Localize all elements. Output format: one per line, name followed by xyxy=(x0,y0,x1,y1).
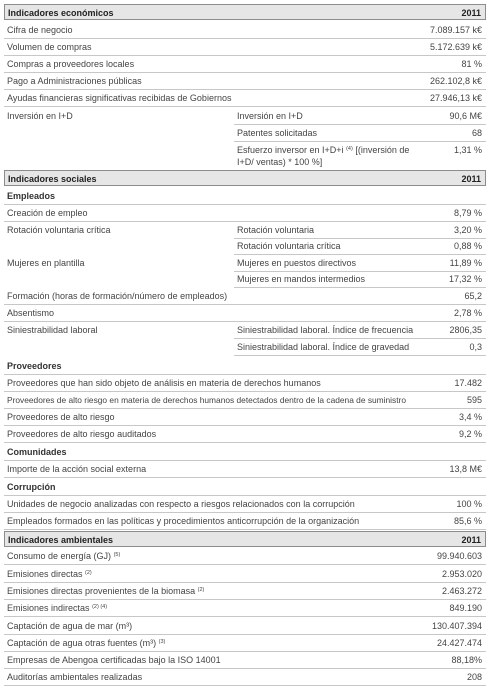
table-row: Proveedores de alto riesgo auditados 9,2 % xyxy=(4,426,486,443)
row-label: Inversión en I+D xyxy=(7,111,73,121)
table-row: Empleados formados en las políticas y procedimientos anticorrupción de la organización 85,6 % xyxy=(4,513,486,530)
table-row xyxy=(4,39,486,56)
table-row: Mujeres en plantilla xyxy=(7,258,85,268)
table-row: Proveedores que han sido objeto de análisis en materia de derechos humanos 17.482 xyxy=(4,375,486,392)
social-header xyxy=(4,170,486,186)
table-row: Rotación voluntaria crítica xyxy=(7,225,111,235)
table-row: Emisiones indirectas $^{(2) (4)}$ 849.190 xyxy=(4,600,486,617)
row-value: 262.102,8 k€ xyxy=(429,76,482,86)
table-row: Captación de agua otras fuentes (m³) $^{(3)}$ 24.427.474 xyxy=(4,635,486,652)
sub-row: Mujeres en puestos directivos 11,89 % xyxy=(234,255,486,272)
section-heading: Corrupción xyxy=(4,479,486,496)
table-row: Emisiones directas $^{(2)}$ 2.953.020 xyxy=(4,566,486,583)
table-row: Siniestrabilidad laboral xyxy=(7,325,98,335)
social-title: Indicadores sociales xyxy=(8,174,97,184)
row-value: 81 % xyxy=(461,59,482,69)
section-heading: Comunidades xyxy=(4,444,486,461)
sub-row xyxy=(234,125,486,142)
table-row: Proveedores de alto riesgo en materia de derechos humanos detectados dentro de la cadena de suministro 595 xyxy=(4,392,486,409)
table-row: Formación (horas de formación/número de empleados) 65,2 xyxy=(4,288,486,305)
row-label: Volumen de compras xyxy=(7,42,92,52)
sub-row: Siniestrabilidad laboral. Índice de gravedad 0,3 xyxy=(234,339,486,356)
sub-label: Esfuerzo inversor en I+D+i $^{(4)}$ [(inversión de I+D/ ventas) * 100 %] xyxy=(237,145,410,167)
table-row xyxy=(4,73,486,90)
economic-header xyxy=(4,4,486,20)
table-row xyxy=(4,56,486,73)
sub-row: Mujeres en mandos intermedios 17,32 % xyxy=(234,271,486,288)
table-row: Empresas de Abengoa certificadas bajo la ISO 14001 88,18% xyxy=(4,652,486,669)
sub-row: Rotación voluntaria crítica 0,88 % xyxy=(234,238,486,255)
row-label: Ayudas financieras significativas recibidas de Gobiernos xyxy=(7,93,232,103)
economic-year: 2011 xyxy=(461,8,481,18)
sub-label: Inversión en I+D xyxy=(237,111,303,121)
sub-value: 1,31 % xyxy=(453,145,482,155)
environmental-year: 2011 xyxy=(461,535,481,545)
table-row: Consumo de energía (GJ) $^{(5)}$ 99.940.603 xyxy=(4,548,486,565)
table-row xyxy=(4,90,486,107)
table-row: Creación de empleo 8,79 % xyxy=(4,205,486,222)
economic-title: Indicadores económicos xyxy=(8,8,114,18)
table-row: Unidades de negocio analizadas con respecto a riesgos relacionados con la corrupción 100 % xyxy=(4,496,486,513)
section-heading: Empleados xyxy=(4,188,486,205)
section-heading: Proveedores xyxy=(4,358,486,375)
table-row: Importe de la acción social externa 13,8 M€ xyxy=(4,461,486,478)
row-label: Cifra de negocio xyxy=(7,25,73,35)
row-label: Pago a Administraciones públicas xyxy=(7,76,142,86)
row-value: 27.946,13 k€ xyxy=(429,93,482,103)
table-row: Absentismo 2,78 % xyxy=(4,305,486,322)
sub-value: 90,6 M€ xyxy=(449,111,482,121)
table-row xyxy=(4,22,486,39)
sub-row xyxy=(234,108,486,125)
environmental-header xyxy=(4,531,486,547)
sub-row: Rotación voluntaria 3,20 % xyxy=(234,222,486,239)
table-row: Captación de agua de mar (m³) 130.407.394 xyxy=(4,618,486,635)
row-label: Compras a proveedores locales xyxy=(7,59,135,69)
row-value: 5.172.639 k€ xyxy=(429,42,482,52)
sub-value: 68 xyxy=(471,128,482,138)
table-row: Emisiones directas provenientes de la biomasa $^{(2)}$ 2.463.272 xyxy=(4,583,486,600)
table-row: Proveedores de alto riesgo 3,4 % xyxy=(4,409,486,426)
environmental-title: Indicadores ambientales xyxy=(8,535,114,545)
row-value: 7.089.157 k€ xyxy=(429,25,482,35)
sub-row xyxy=(234,142,486,170)
sub-label: Patentes solicitadas xyxy=(237,128,318,138)
sub-row: Siniestrabilidad laboral. Índice de frecuencia 2806,35 xyxy=(234,322,486,339)
social-year: 2011 xyxy=(461,174,481,184)
table-row: Auditorías ambientales realizadas 208 xyxy=(4,669,486,686)
